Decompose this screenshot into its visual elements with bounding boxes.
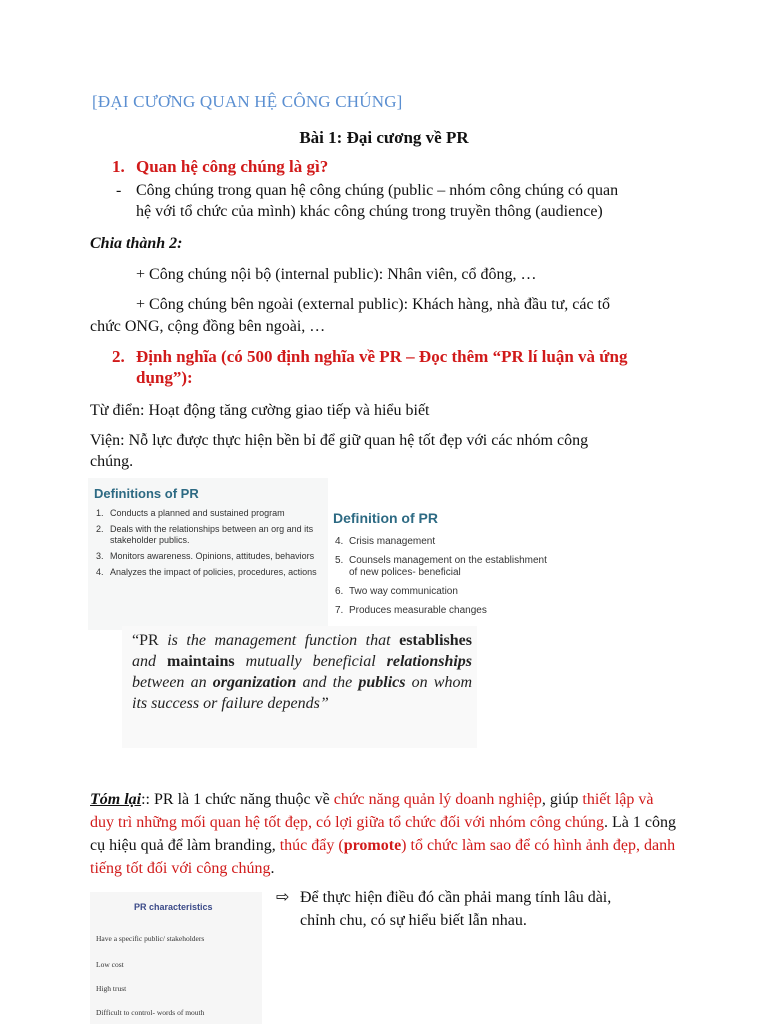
definitions-right-list	[335, 536, 555, 624]
list-item: 6. Two way communication	[335, 586, 458, 597]
document-header: [ĐẠI CƯƠNG QUAN HỆ CÔNG CHÚNG]	[92, 92, 403, 111]
divide-label: Chia thành 2:	[90, 235, 183, 252]
section1-bullet-line2: hệ với tổ chức của mình) khác công chúng trong truyền thông (audience)	[136, 203, 603, 220]
dictionary-definition: Từ điển: Hoạt động tăng cường giao tiếp và hiểu biết	[90, 402, 430, 419]
definitions-left-list	[96, 508, 328, 583]
section1-number: 1.	[112, 157, 125, 176]
section1-bullet: -	[116, 182, 122, 199]
arrow-note-line1: Để thực hiện điều đó cần phải mang tính lâu dài,	[300, 889, 612, 906]
definitions-of-pr-image	[88, 478, 547, 630]
list-item: High trust	[96, 984, 127, 993]
section2-title-line1: Định nghĩa (có 500 định nghĩa về PR – Đọc thêm “PR lí luận và ứng	[136, 347, 628, 366]
definitions-right-title: Definition of PR	[333, 510, 438, 526]
list-item: 3. Monitors awareness. Opinions, attitudes, behaviors	[96, 551, 315, 561]
lesson-title: Bài 1: Đại cương về PR	[299, 128, 469, 147]
pr-quote-text: “PR is the management function that establishes and maintains mutually beneficial relationships between an organization and the publics on whom its success or failure depends”	[132, 632, 473, 712]
definitions-left-title: Definitions of PR	[94, 486, 199, 501]
summary-paragraph: Tóm lại:: PR là 1 chức năng thuộc về chức năng quản lý doanh nghiệp, giúp thiết lập và duy trì những mối quan hệ tốt đẹp, có lợi giữa tổ chức đối với nhóm công chúng. Là 1 công cụ hiệu quả để làm branding, thúc đẩy (promote) tổ chức làm sao để có hình ảnh đẹp, danh tiếng tốt đối với công chúng.	[90, 791, 676, 877]
list-item: 4. Crisis management	[335, 536, 436, 547]
list-item: 1. Conducts a planned and sustained program	[96, 508, 285, 518]
section1-bullet-line1: Công chúng trong quan hệ công chúng (public – nhóm công chúng có quan	[136, 182, 619, 199]
divide-item2-line2: chức ONG, cộng đồng bên ngoài, …	[90, 318, 326, 335]
divide-item1: + Công chúng nội bộ (internal public): Nhân viên, cổ đông, …	[136, 266, 537, 283]
pr-characteristics-image	[90, 892, 262, 1024]
pr-quote-image	[122, 626, 477, 748]
list-item: Difficult to control- words of mouth	[96, 1008, 205, 1017]
arrow-note-line2: chỉnh chu, có sự hiểu biết lẫn nhau.	[300, 912, 527, 929]
list-item: 2. Deals with the relationships between an org and its stakeholder publics.	[96, 524, 314, 545]
definitions-left-panel	[88, 478, 328, 630]
list-item: Low cost	[96, 960, 124, 969]
arrow-icon: ⇨	[276, 889, 290, 906]
list-item: 4. Analyzes the impact of policies, procedures, actions	[96, 567, 317, 577]
section2-number: 2.	[112, 347, 125, 366]
definitions-right-panel	[328, 502, 558, 630]
institute-definition-line2: chúng.	[90, 453, 134, 470]
pr-characteristics-title: PR characteristics	[134, 902, 213, 912]
list-item: 7. Produces measurable changes	[335, 605, 487, 616]
section2-title-line2: dụng”):	[136, 368, 193, 387]
section1-title: Quan hệ công chúng là gì?	[136, 157, 329, 176]
list-item: 5. Counsels management on the establishment of new polices- beneficial	[335, 555, 547, 578]
institute-definition-line1: Viện: Nỗ lực được thực hiện bền bỉ để giữ quan hệ tốt đẹp với các nhóm công	[90, 432, 589, 449]
list-item: Have a specific public/ stakeholders	[96, 934, 205, 943]
divide-item2-line1: + Công chúng bên ngoài (external public): Khách hàng, nhà đầu tư, các tổ	[136, 296, 610, 313]
